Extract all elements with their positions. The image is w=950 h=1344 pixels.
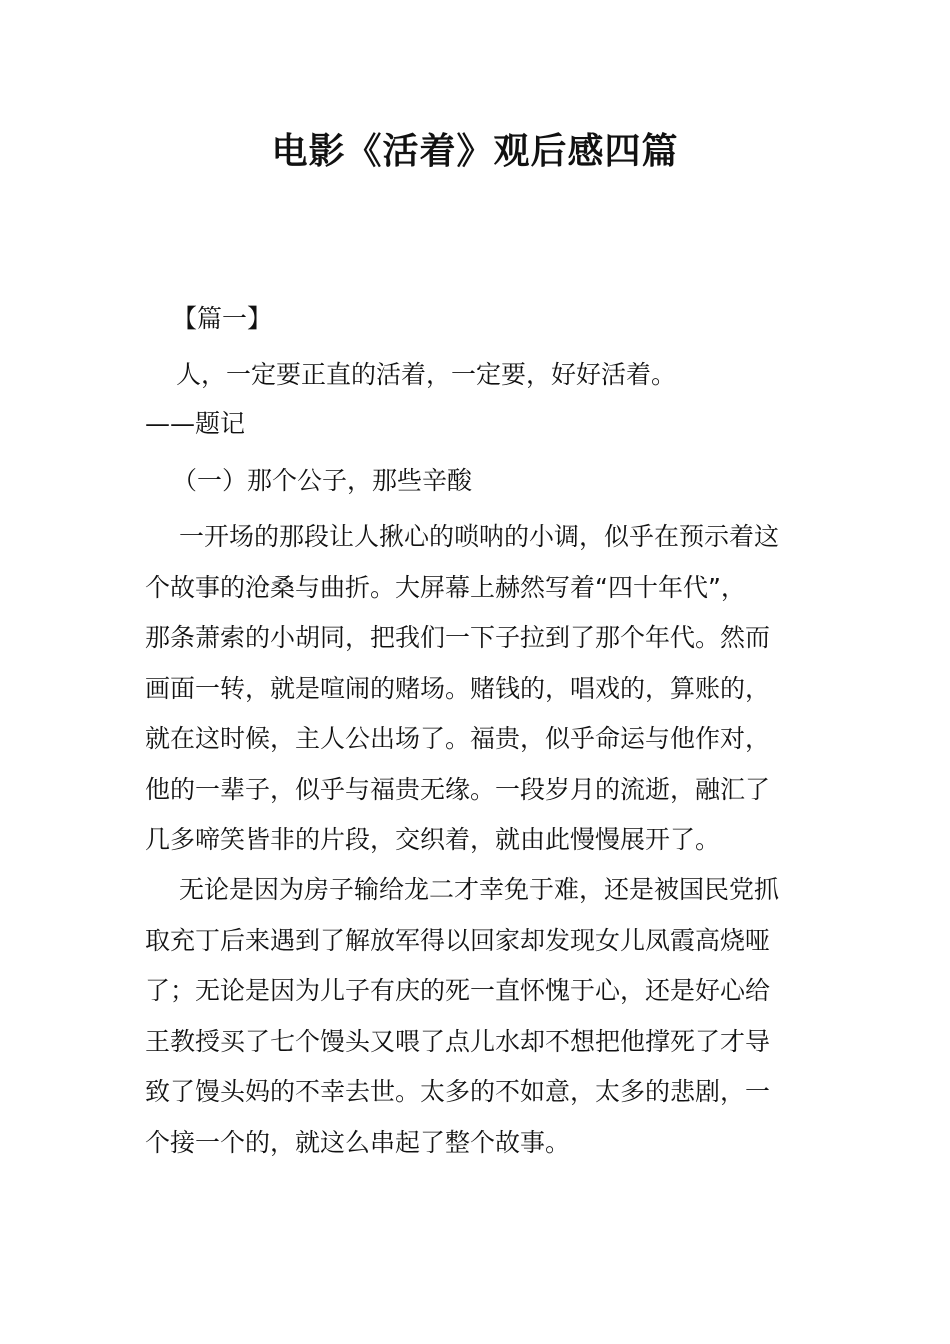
paragraph-line: 个接一个的，就这么串起了整个故事。	[145, 1127, 571, 1157]
paragraph-line: 致了馒头妈的不幸去世。太多的不如意，太多的悲剧，一	[145, 1077, 771, 1106]
paragraph-line: 无论是因为房子输给龙二才幸免于难，还是被国民党抓	[179, 875, 780, 904]
paragraph-line: 了；无论是因为儿子有庆的死一直怀愧于心，还是好心给	[145, 976, 771, 1005]
paragraph-line: 就在这时候，主人公出场了。福贵，似乎命运与他作对，	[145, 724, 771, 753]
subsection-heading: （一）那个公子，那些辛酸	[172, 466, 473, 495]
document-title: 电影《活着》观后感四篇	[271, 131, 679, 172]
paragraph-line: 他的一辈子，似乎与福贵无缘。一段岁月的流逝，融汇了	[145, 774, 771, 804]
paragraph-line: 几多啼笑皆非的片段，交织着，就由此慢慢展开了。	[145, 825, 721, 854]
epigraph-attribution: ——题记	[145, 409, 246, 438]
paragraph-line: 王教授买了七个馒头又喂了点儿水却不想把他撑死了才导	[145, 1026, 771, 1056]
paragraph-2	[145, 865, 800, 1168]
paragraph-line: 那条萧索的小胡同，把我们一下子拉到了那个年代。然而	[145, 623, 771, 652]
paragraph-1	[145, 512, 800, 866]
paragraph-line: 个故事的沧桑与曲折。大屏幕上赫然写着“四十年代”，	[145, 572, 746, 602]
section-heading: 【篇一】	[172, 304, 273, 333]
paragraph-line: 取充丁后来遇到了解放军得以回家却发现女儿凤霞高烧哑	[145, 925, 771, 955]
paragraph-line: 一开场的那段让人揪心的唢呐的小调，似乎在预示着这	[179, 522, 780, 551]
epigraph: 人，一定要正直的活着，一定要，好好活着。	[176, 360, 677, 389]
paragraph-line: 画面一转，就是喧闹的赌场。赌钱的，唱戏的，算账的，	[145, 673, 771, 703]
